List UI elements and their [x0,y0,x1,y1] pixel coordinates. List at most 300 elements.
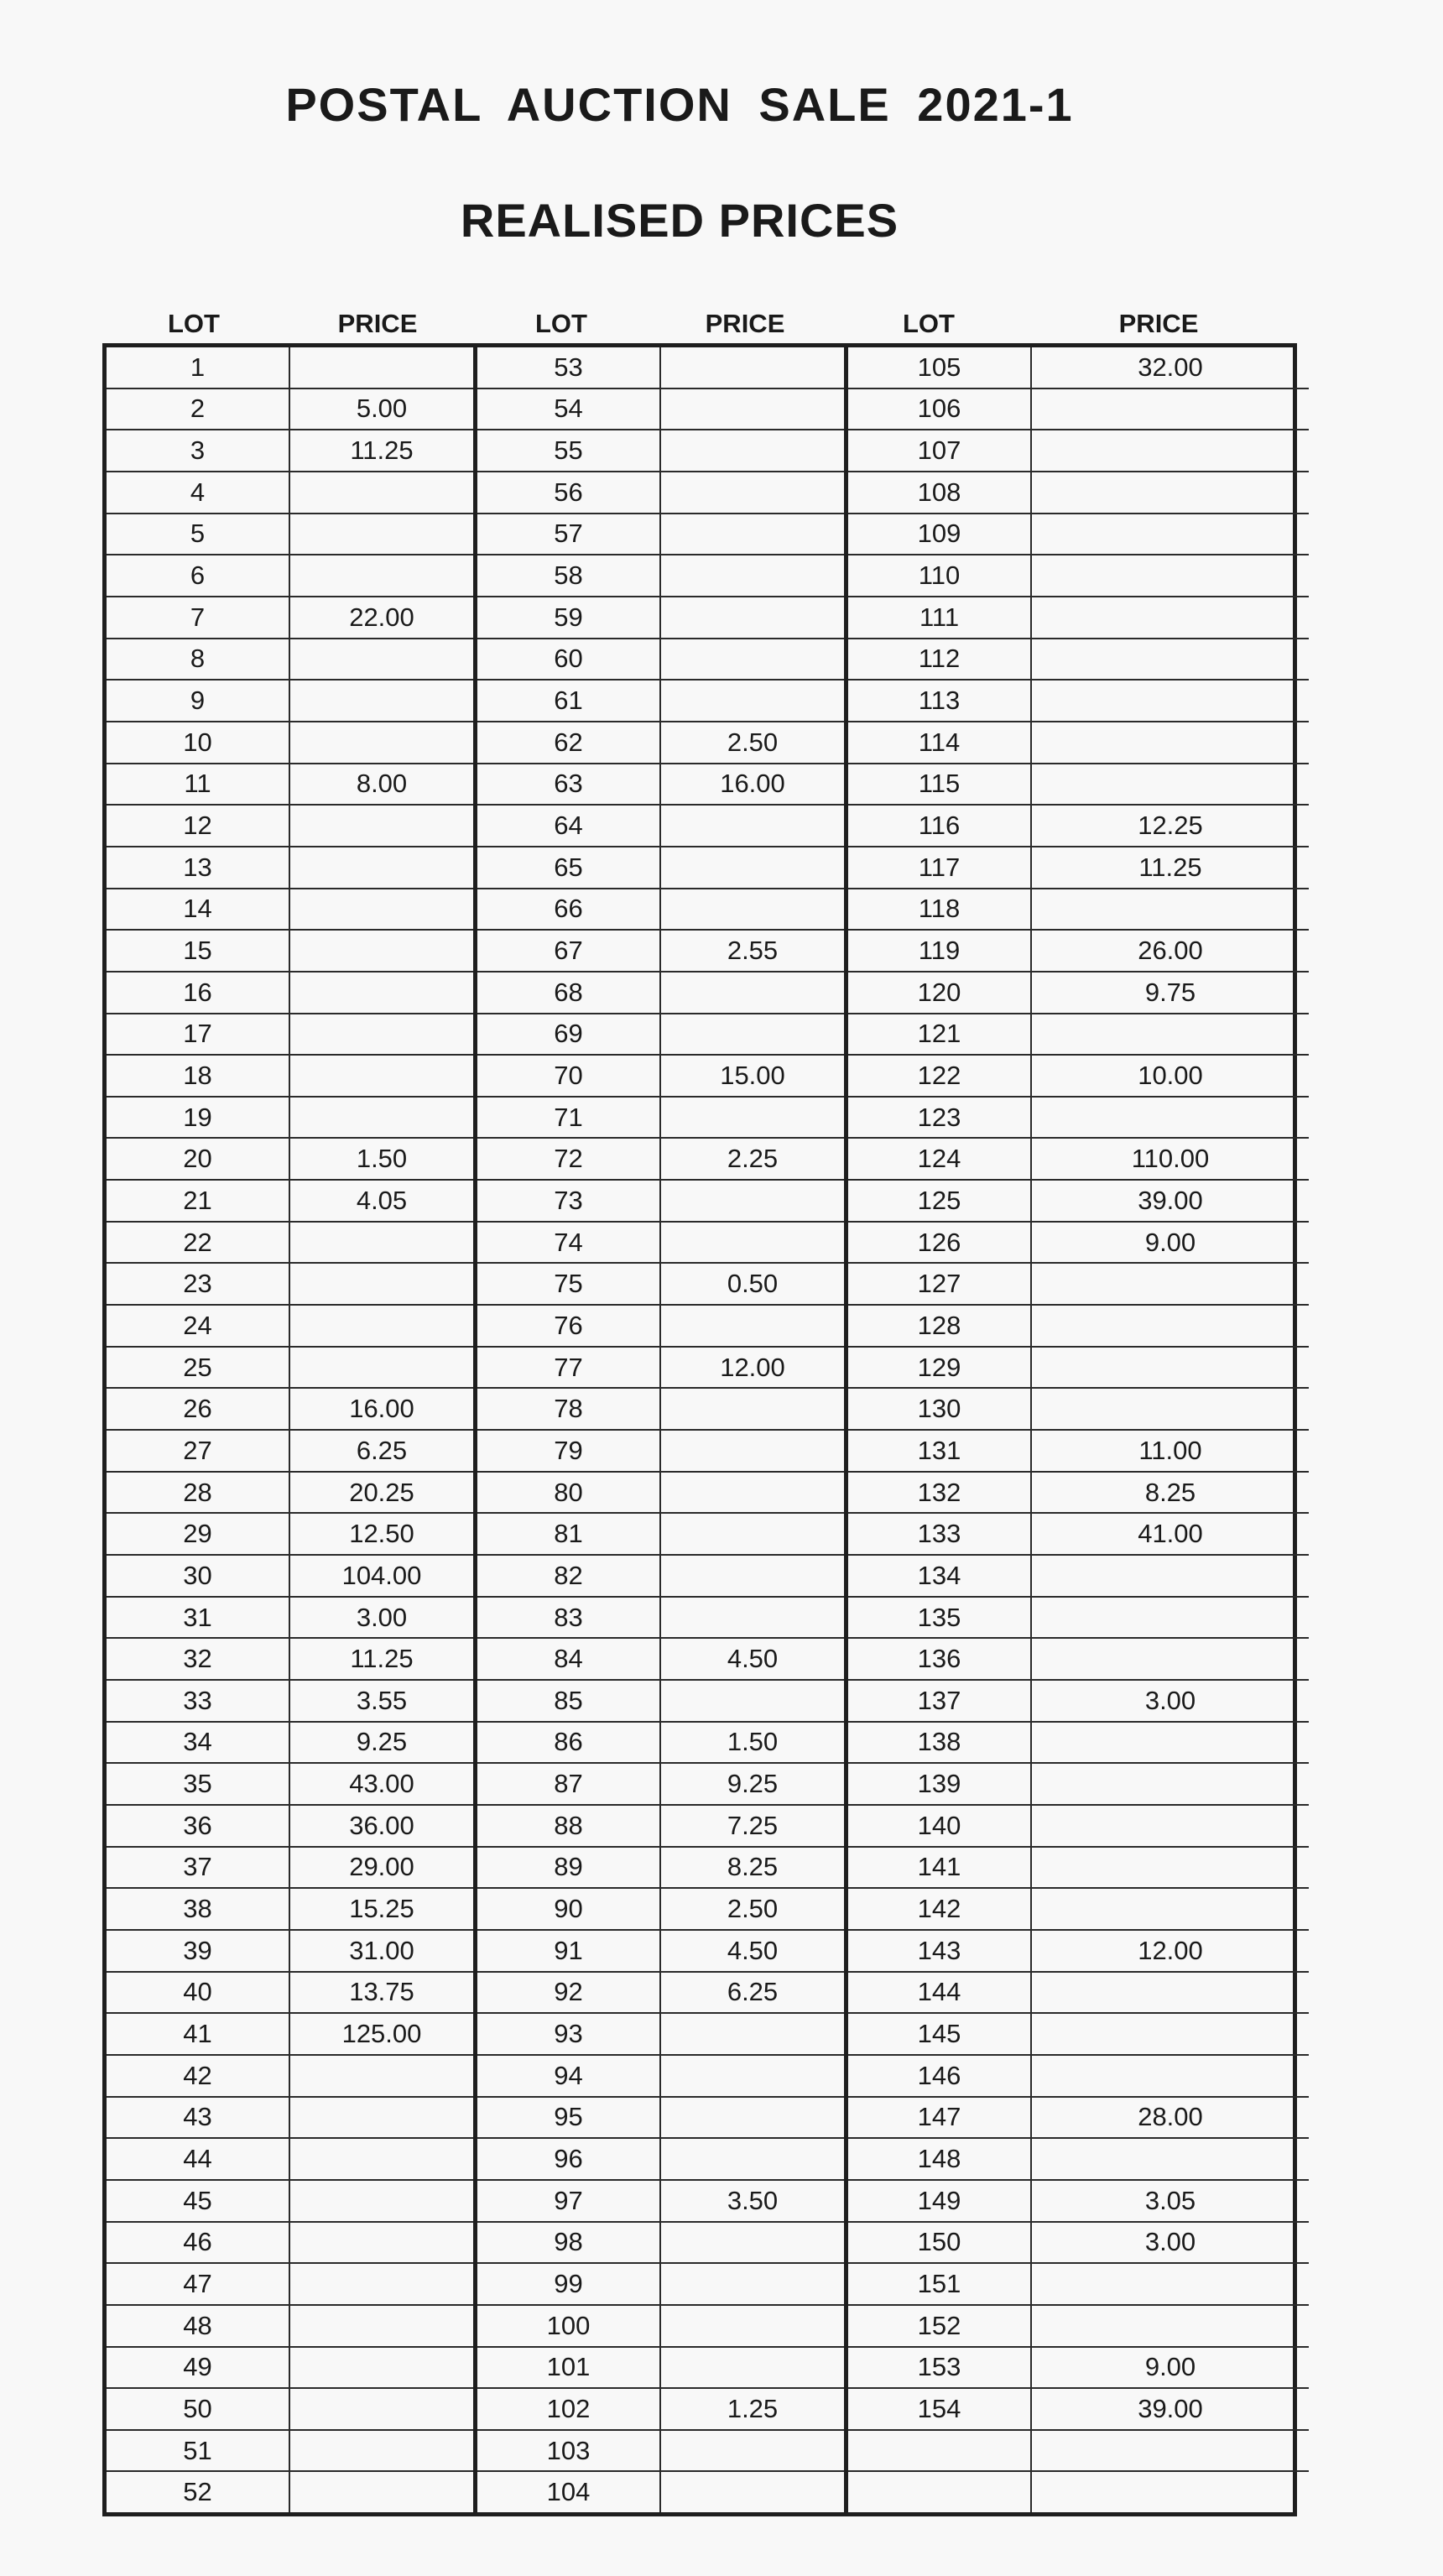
price-cell: 3.05 [1032,2181,1309,2223]
price-cell: 11.00 [1032,1431,1309,1473]
price-cell [1032,1306,1309,1348]
lot-cell: 99 [477,2264,659,2306]
lot-column [848,347,1030,2512]
lot-cell: 25 [107,1348,289,1390]
price-cell: 10.00 [1032,1056,1309,1098]
price-cell [290,847,473,889]
price-cell: 0.50 [661,1264,844,1306]
lot-cell: 53 [477,347,659,389]
price-cell [661,847,844,889]
price-cell [661,681,844,722]
price-cell: 39.00 [1032,1181,1309,1223]
lot-cell [848,2431,1030,2473]
lot-cell: 26 [107,1389,289,1431]
price-cell: 4.05 [290,1181,473,1223]
lot-cell: 18 [107,1056,289,1098]
header-price-2: PRICE [705,309,785,338]
price-cell: 1.25 [661,2389,844,2431]
price-cell: 15.00 [661,1056,844,1098]
page-title: POSTAL AUCTION SALE 2021-1 [285,78,1074,131]
price-column [1030,347,1309,2512]
lot-cell: 16 [107,973,289,1014]
price-cell [661,1681,844,1723]
lot-cell: 109 [848,514,1030,556]
price-cell: 11.25 [1032,847,1309,889]
price-cell: 12.50 [290,1514,473,1556]
lot-cell: 19 [107,1098,289,1139]
price-cell [661,2306,844,2348]
lot-cell: 124 [848,1139,1030,1181]
price-cell: 3.00 [290,1598,473,1640]
lot-cell: 62 [477,722,659,764]
price-cell [290,514,473,556]
price-cell: 2.50 [661,722,844,764]
price-cell [290,2306,473,2348]
lot-cell: 115 [848,764,1030,806]
price-cell [290,889,473,931]
price-cell: 110.00 [1032,1139,1309,1181]
lot-cell: 39 [107,1931,289,1973]
lot-cell: 146 [848,2056,1030,2098]
lot-cell: 121 [848,1014,1030,1056]
price-cell [1032,1723,1309,1765]
price-cell [661,472,844,514]
price-cell: 8.25 [661,1848,844,1890]
price-cell [290,1056,473,1098]
price-cell [1032,1389,1309,1431]
lot-cell: 112 [848,639,1030,681]
price-cell [290,2348,473,2390]
lot-cell: 33 [107,1681,289,1723]
lot-cell: 101 [477,2348,659,2390]
price-cell: 4.50 [661,1639,844,1681]
price-cell [290,806,473,847]
lot-cell: 43 [107,2098,289,2140]
lot-cell: 75 [477,1264,659,1306]
lot-cell: 145 [848,2014,1030,2056]
price-cell [661,2056,844,2098]
price-cell [661,806,844,847]
lot-cell: 76 [477,1306,659,1348]
lot-cell: 116 [848,806,1030,847]
lot-cell: 65 [477,847,659,889]
price-cell: 43.00 [290,1764,473,1806]
price-cell: 104.00 [290,1556,473,1598]
lot-cell: 110 [848,555,1030,597]
lot-cell: 49 [107,2348,289,2390]
price-cell [290,1223,473,1265]
header-price-3: PRICE [1118,309,1199,338]
lot-cell: 86 [477,1723,659,1765]
price-cell: 3.00 [1032,2223,1309,2265]
price-cell [661,1556,844,1598]
lot-cell: 71 [477,1098,659,1139]
lot-cell: 55 [477,430,659,472]
price-cell [290,555,473,597]
lot-cell: 142 [848,1889,1030,1931]
price-cell [1032,389,1309,431]
price-cell: 16.00 [661,764,844,806]
lot-cell: 63 [477,764,659,806]
price-cell [1032,1639,1309,1681]
lot-cell: 60 [477,639,659,681]
price-cell [1032,514,1309,556]
price-cell [290,1264,473,1306]
price-cell [661,597,844,639]
price-cell: 4.50 [661,1931,844,1973]
price-cell [1032,639,1309,681]
lot-cell: 82 [477,1556,659,1598]
lot-cell: 84 [477,1639,659,1681]
lot-cell: 137 [848,1681,1030,1723]
price-cell [1032,472,1309,514]
lot-cell: 129 [848,1348,1030,1390]
lot-cell: 36 [107,1806,289,1848]
lot-cell: 153 [848,2348,1030,2390]
price-cell [1032,722,1309,764]
price-cell: 6.25 [290,1431,473,1473]
price-cell: 9.00 [1032,1223,1309,1265]
price-cell [661,389,844,431]
lot-cell: 27 [107,1431,289,1473]
lot-cell: 34 [107,1723,289,1765]
price-cell [661,1223,844,1265]
price-cell [661,2098,844,2140]
price-cell [1032,2139,1309,2181]
price-cell [661,347,844,389]
price-cell: 2.25 [661,1139,844,1181]
lot-cell: 74 [477,1223,659,1265]
lot-cell: 143 [848,1931,1030,1973]
price-cell [661,1431,844,1473]
lot-cell: 135 [848,1598,1030,1640]
lot-cell: 64 [477,806,659,847]
price-cell: 15.25 [290,1889,473,1931]
lot-cell: 11 [107,764,289,806]
lot-cell: 85 [477,1681,659,1723]
lot-column [477,347,659,2512]
table-block-2 [473,347,844,2512]
price-cell [661,1014,844,1056]
lot-cell: 38 [107,1889,289,1931]
price-cell [661,2014,844,2056]
price-cell [290,347,473,389]
lot-cell: 104 [546,2477,591,2507]
price-cell: 29.00 [290,1848,473,1890]
price-cell: 39.00 [1032,2389,1309,2431]
price-cell [1032,2056,1309,2098]
lot-cell: 151 [848,2264,1030,2306]
price-cell [290,1014,473,1056]
price-cell: 2.55 [661,931,844,973]
lot-cell: 144 [848,1973,1030,2015]
lot-cell: 105 [848,347,1030,389]
lot-cell: 131 [848,1431,1030,1473]
lot-cell: 120 [848,973,1030,1014]
price-cell [661,639,844,681]
lot-cell: 83 [477,1598,659,1640]
lot-cell: 141 [848,1848,1030,1890]
lot-cell: 58 [477,555,659,597]
price-cell [1032,1098,1309,1139]
lot-cell: 103 [477,2431,659,2473]
lot-cell: 127 [848,1264,1030,1306]
lot-cell: 102 [477,2389,659,2431]
price-cell [290,2472,473,2512]
lot-cell: 117 [848,847,1030,889]
price-cell [1032,2431,1309,2473]
price-cell: 2.50 [661,1889,844,1931]
price-cell [1032,597,1309,639]
column-headers [102,304,1297,344]
price-cell: 12.25 [1032,806,1309,847]
price-cell [290,931,473,973]
price-cell [661,2139,844,2181]
price-cell: 32.00 [1032,347,1309,389]
lot-cell: 69 [477,1014,659,1056]
lot-cell: 122 [848,1056,1030,1098]
price-cell: 7.25 [661,1806,844,1848]
price-cell [661,2472,844,2512]
price-cell [290,472,473,514]
lot-cell: 70 [477,1056,659,1098]
price-cell [1032,889,1309,931]
lot-cell: 66 [477,889,659,931]
price-cell [661,1473,844,1515]
price-cell: 9.25 [661,1764,844,1806]
price-cell: 12.00 [661,1348,844,1390]
lot-cell: 134 [848,1556,1030,1598]
price-cell: 8.00 [290,764,473,806]
price-cell: 9.00 [1032,2348,1309,2390]
header-price-1: PRICE [337,309,418,338]
lot-cell: 78 [477,1389,659,1431]
price-cell [290,973,473,1014]
price-cell [290,639,473,681]
price-cell: 8.25 [1032,1473,1309,1515]
lot-cell: 92 [477,1973,659,2015]
lot-cell: 147 [848,2098,1030,2140]
lot-cell: 79 [477,1431,659,1473]
lot-cell: 15 [107,931,289,973]
lot-cell: 87 [477,1764,659,1806]
lot-cell: 125 [848,1181,1030,1223]
price-cell: 1.50 [661,1723,844,1765]
lot-cell: 31 [107,1598,289,1640]
price-cell [1032,1806,1309,1848]
price-cell [1032,1973,1309,2015]
price-cell [290,1306,473,1348]
lot-cell: 5 [107,514,289,556]
price-cell: 41.00 [1032,1514,1309,1556]
lot-cell: 22 [107,1223,289,1265]
price-cell [1032,2014,1309,2056]
lot-cell: 150 [848,2223,1030,2265]
lot-cell: 91 [477,1931,659,1973]
lot-cell: 61 [477,681,659,722]
price-cell [290,1348,473,1390]
lot-cell: 54 [477,389,659,431]
price-cell [290,2264,473,2306]
price-cell [661,430,844,472]
price-cell [661,1098,844,1139]
price-cell [290,681,473,722]
lot-cell: 90 [477,1889,659,1931]
lot-cell: 108 [848,472,1030,514]
lot-cell: 48 [107,2306,289,2348]
lot-cell: 24 [107,1306,289,1348]
lot-cell: 98 [477,2223,659,2265]
lot-cell: 4 [107,472,289,514]
price-cell: 3.50 [661,2181,844,2223]
lot-cell: 123 [848,1098,1030,1139]
lot-cell: 56 [477,472,659,514]
lot-cell: 152 [848,2306,1030,2348]
lot-cell: 57 [477,514,659,556]
price-cell [661,2264,844,2306]
price-cell: 3.00 [1032,1681,1309,1723]
lot-cell: 73 [477,1181,659,1223]
lot-cell: 10 [107,722,289,764]
lot-cell: 94 [477,2056,659,2098]
price-cell: 1.50 [290,1139,473,1181]
price-cell [290,2056,473,2098]
lot-cell: 97 [477,2181,659,2223]
lot-cell: 50 [107,2389,289,2431]
lot-cell: 46 [107,2223,289,2265]
header-lot-1: LOT [168,309,220,338]
lot-cell: 80 [477,1473,659,1515]
price-cell [661,514,844,556]
lot-cell: 113 [848,681,1030,722]
price-cell [1032,1598,1309,1640]
price-cell [1032,1889,1309,1931]
lot-cell: 12 [107,806,289,847]
lot-cell: 41 [107,2014,289,2056]
lot-cell: 93 [477,2014,659,2056]
price-cell [1032,2264,1309,2306]
price-cell [661,1181,844,1223]
lot-cell: 30 [107,1556,289,1598]
price-cell: 13.75 [290,1973,473,2015]
lot-cell: 72 [477,1139,659,1181]
price-cell [290,2223,473,2265]
price-cell [1032,2472,1309,2512]
lot-cell: 2 [107,389,289,431]
lot-cell: 52 [183,2477,212,2507]
price-cell: 11.25 [290,430,473,472]
price-cell [661,2431,844,2473]
price-cell [290,1098,473,1139]
price-cell: 28.00 [1032,2098,1309,2140]
price-cell [1032,1014,1309,1056]
lot-cell: 138 [848,1723,1030,1765]
lot-cell: 89 [477,1848,659,1890]
price-cell [1032,1848,1309,1890]
lot-cell: 106 [848,389,1030,431]
lot-cell: 77 [477,1348,659,1390]
lot-cell: 21 [107,1181,289,1223]
lot-cell: 114 [848,722,1030,764]
price-cell: 36.00 [290,1806,473,1848]
price-cell [290,722,473,764]
lot-cell: 132 [848,1473,1030,1515]
header-lot-3: LOT [903,309,955,338]
lot-cell: 47 [107,2264,289,2306]
lot-cell: 44 [107,2139,289,2181]
price-cell: 9.75 [1032,973,1309,1014]
lot-cell: 136 [848,1639,1030,1681]
lot-cell: 128 [848,1306,1030,1348]
price-cell [290,2389,473,2431]
lot-cell: 6 [107,555,289,597]
price-cell [1032,1556,1309,1598]
price-cell: 3.55 [290,1681,473,1723]
price-cell [661,2348,844,2390]
price-cell [1032,764,1309,806]
lot-cell: 40 [107,1973,289,2015]
price-cell [661,1514,844,1556]
price-cell [661,1598,844,1640]
price-column [289,347,473,2512]
lot-column [107,347,289,2512]
lot-cell: 20 [107,1139,289,1181]
lot-cell: 59 [477,597,659,639]
lot-cell: 154 [848,2389,1030,2431]
lot-cell: 8 [107,639,289,681]
lot-cell: 111 [848,597,1030,639]
lot-cell: 42 [107,2056,289,2098]
lot-cell: 119 [848,931,1030,973]
price-cell [661,1306,844,1348]
price-cell: 5.00 [290,389,473,431]
price-cell [1032,1264,1309,1306]
lot-cell: 14 [107,889,289,931]
lot-cell: 149 [848,2181,1030,2223]
lot-cell: 139 [848,1764,1030,1806]
price-cell: 26.00 [1032,931,1309,973]
price-cell [661,973,844,1014]
table-block-1 [107,347,473,2512]
lot-cell: 107 [848,430,1030,472]
lot-cell: 130 [848,1389,1030,1431]
lot-cell: 35 [107,1764,289,1806]
lot-cell: 9 [107,681,289,722]
price-cell [661,2223,844,2265]
price-cell [1032,430,1309,472]
lot-cell: 95 [477,2098,659,2140]
price-cell: 6.25 [661,1973,844,2015]
lot-cell: 126 [848,1223,1030,1265]
lot-cell: 37 [107,1848,289,1890]
lot-cell: 148 [848,2139,1030,2181]
lot-cell: 133 [848,1514,1030,1556]
lot-cell: 13 [107,847,289,889]
price-cell [661,1389,844,1431]
lot-cell: 68 [477,973,659,1014]
page-subtitle: REALISED PRICES [460,194,899,247]
table-block-3 [844,347,1309,2512]
price-cell: 20.25 [290,1473,473,1515]
price-cell [661,555,844,597]
price-cell: 9.25 [290,1723,473,1765]
price-cell [290,2431,473,2473]
lot-cell: 1 [107,347,289,389]
price-cell [1032,555,1309,597]
lot-cell: 17 [107,1014,289,1056]
price-cell [1032,2306,1309,2348]
price-cell: 125.00 [290,2014,473,2056]
